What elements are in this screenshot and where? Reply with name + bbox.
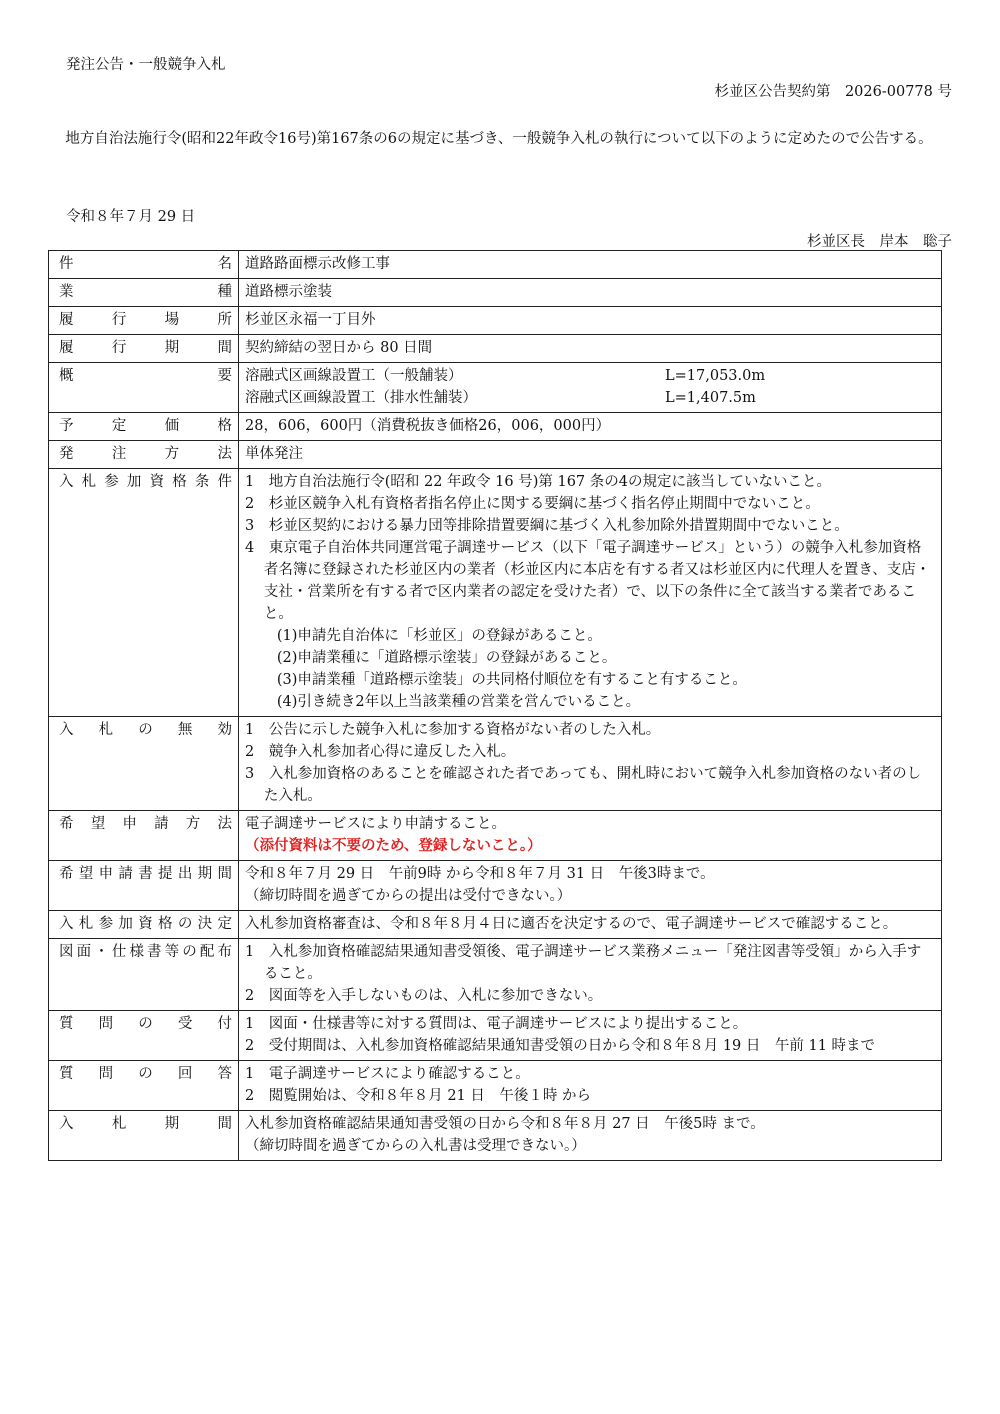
overview-qty: L=1,407.5m xyxy=(665,390,756,406)
application-period-note: （締切時間を過ぎてからの提出は受付できない。） xyxy=(245,888,572,904)
row-qualification xyxy=(49,469,942,717)
row-application-method xyxy=(49,811,942,861)
overview-item xyxy=(245,387,935,409)
invalid-item: 2 競争入札参加者心得に違反した入札。 xyxy=(245,744,516,760)
notice-number: 杉並区公告契約第 2026-00778 号 xyxy=(714,84,952,100)
row-method xyxy=(49,441,942,469)
qualification-item: 4 東京電子自治体共同運営電子調達サービス（以下「電子調達サービス」という）の競争入札参加資格者名簿に登録された杉並区内の業者（杉並区内に本店を有する者又は杉並区内に代理人を置き、支店・支社・営業所を有する者で区内業者の認定を受けた者）で、以下の条件に全て該当する業者であること。 xyxy=(245,540,931,622)
value-price: 28，606，600円（消費税抜き価格26，006，000円） xyxy=(239,413,942,441)
label-name: 件名 xyxy=(59,256,232,272)
label-location: 履行場所 xyxy=(59,312,232,328)
qualification-sub-item: (3)申請業種「道路標示塗装」の共同格付順位を有すること有すること。 xyxy=(276,672,747,688)
overview-qty: L=17,053.0m xyxy=(665,368,766,384)
label-invalid: 入札の無効 xyxy=(59,722,232,738)
label-overview: 概要 xyxy=(59,368,232,384)
qualification-item: 1 地方自治法施行令(昭和 22 年政令 16 号)第 167 条の4の規定に該当していないこと。 xyxy=(245,474,831,490)
answers-item: 1 電子調達サービスにより確認すること。 xyxy=(245,1066,530,1082)
application-method-note: （添付資料は不要のため、登録しないこと。） xyxy=(245,837,542,854)
label-bid-period: 入札期間 xyxy=(59,1116,232,1132)
issuer: 杉並区長 岸本 聡子 xyxy=(807,234,952,250)
row-distribution xyxy=(49,939,942,1011)
answers-item: 2 閲覧開始は、令和８年８月 21 日 午後１時 から xyxy=(245,1088,592,1104)
distribution-item: 2 図面等を入手しないものは、入札に参加できない。 xyxy=(245,988,603,1004)
row-name xyxy=(49,251,942,279)
value-location: 杉並区永福一丁目外 xyxy=(239,307,942,335)
row-bid-period xyxy=(49,1111,942,1161)
value-name: 道路路面標示改修工事 xyxy=(239,251,942,279)
preamble: 地方自治法施行令(昭和22年政令16号)第167条の6の規定に基づき、一般競争入札の執行について以下のように定めたので公告する。 xyxy=(65,131,933,147)
bid-period-note: （締切時間を過ぎてからの入札書は受理できない。） xyxy=(245,1138,586,1154)
overview-item xyxy=(245,365,935,387)
row-invalid xyxy=(49,717,942,811)
application-period-text: 令和８年７月 29 日 午前9時 から令和８年７月 31 日 午後3時まで。 xyxy=(245,866,715,882)
row-answers xyxy=(49,1061,942,1111)
application-method-text: 電子調達サービスにより申請すること。 xyxy=(245,816,506,832)
document-type: 発注公告・一般競争入札 xyxy=(66,57,226,73)
label-decision: 入札参加資格の決定 xyxy=(59,916,232,932)
overview-desc: 溶融式区画線設置工（一般舗装） xyxy=(245,368,463,384)
value-decision: 入札参加資格審査は、令和８年８月４日に適否を決定するので、電子調達サービスで確認すること。 xyxy=(239,911,942,939)
row-location xyxy=(49,307,942,335)
row-decision xyxy=(49,911,942,939)
label-category: 業種 xyxy=(59,284,232,300)
qualification-sub-item: (4)引き続き2年以上当該業種の営業を営んでいること。 xyxy=(276,694,641,710)
row-application-period xyxy=(49,861,942,911)
label-application-period: 希望申請書提出期間 xyxy=(59,866,232,882)
notice-table xyxy=(48,250,942,1161)
qualification-item: 2 杉並区競争入札有資格者指名停止に関する要綱に基づく指名停止期間中でないこと。 xyxy=(245,496,820,512)
row-overview xyxy=(49,363,942,413)
label-distribution: 図面・仕様書等の配布 xyxy=(59,944,232,960)
row-period xyxy=(49,335,942,363)
bid-period-text: 入札参加資格確認結果通知書受領の日から令和８年８月 27 日 午後5時 まで。 xyxy=(245,1116,765,1132)
value-method: 単体発注 xyxy=(239,441,942,469)
questions-item: 2 受付期間は、入札参加資格確認結果通知書受領の日から令和８年８月 19 日 午前 11 時まで xyxy=(245,1038,876,1054)
qualification-sub-item: (2)申請業種に「道路標示塗装」の登録があること。 xyxy=(276,650,617,666)
questions-item: 1 図面・仕様書等に対する質問は、電子調達サービスにより提出すること。 xyxy=(245,1016,748,1032)
distribution-item: 1 入札参加資格確認結果通知書受領後、電子調達サービス業務メニュー「発注図書等受領」から入手すること。 xyxy=(245,944,922,982)
qualification-sub-item: (1)申請先自治体に「杉並区」の登録があること。 xyxy=(276,628,602,644)
invalid-item: 3 入札参加資格のあることを確認された者であっても、開札時において競争入札参加資格のない者のした入札。 xyxy=(245,766,922,804)
label-answers: 質問の回答 xyxy=(59,1066,232,1082)
label-questions: 質問の受付 xyxy=(59,1016,232,1032)
qualification-item: 3 杉並区契約における暴力団等排除措置要綱に基づく入札参加除外措置期間中でないこと。 xyxy=(245,518,849,534)
row-price xyxy=(49,413,942,441)
label-qualification: 入札参加資格条件 xyxy=(59,474,232,490)
row-category xyxy=(49,279,942,307)
invalid-item: 1 公告に示した競争入札に参加する資格がない者のした入札。 xyxy=(245,722,661,738)
label-price: 予定価格 xyxy=(59,418,232,434)
label-period: 履行期間 xyxy=(59,340,232,356)
row-questions xyxy=(49,1011,942,1061)
label-method: 発注方法 xyxy=(59,446,232,462)
label-application-method: 希望申請方法 xyxy=(59,816,232,832)
value-period: 契約締結の翌日から 80 日間 xyxy=(239,335,942,363)
overview-desc: 溶融式区画線設置工（排水性舗装） xyxy=(245,390,477,406)
value-category: 道路標示塗装 xyxy=(239,279,942,307)
notice-date: 令和８年７月 29 日 xyxy=(66,209,196,225)
